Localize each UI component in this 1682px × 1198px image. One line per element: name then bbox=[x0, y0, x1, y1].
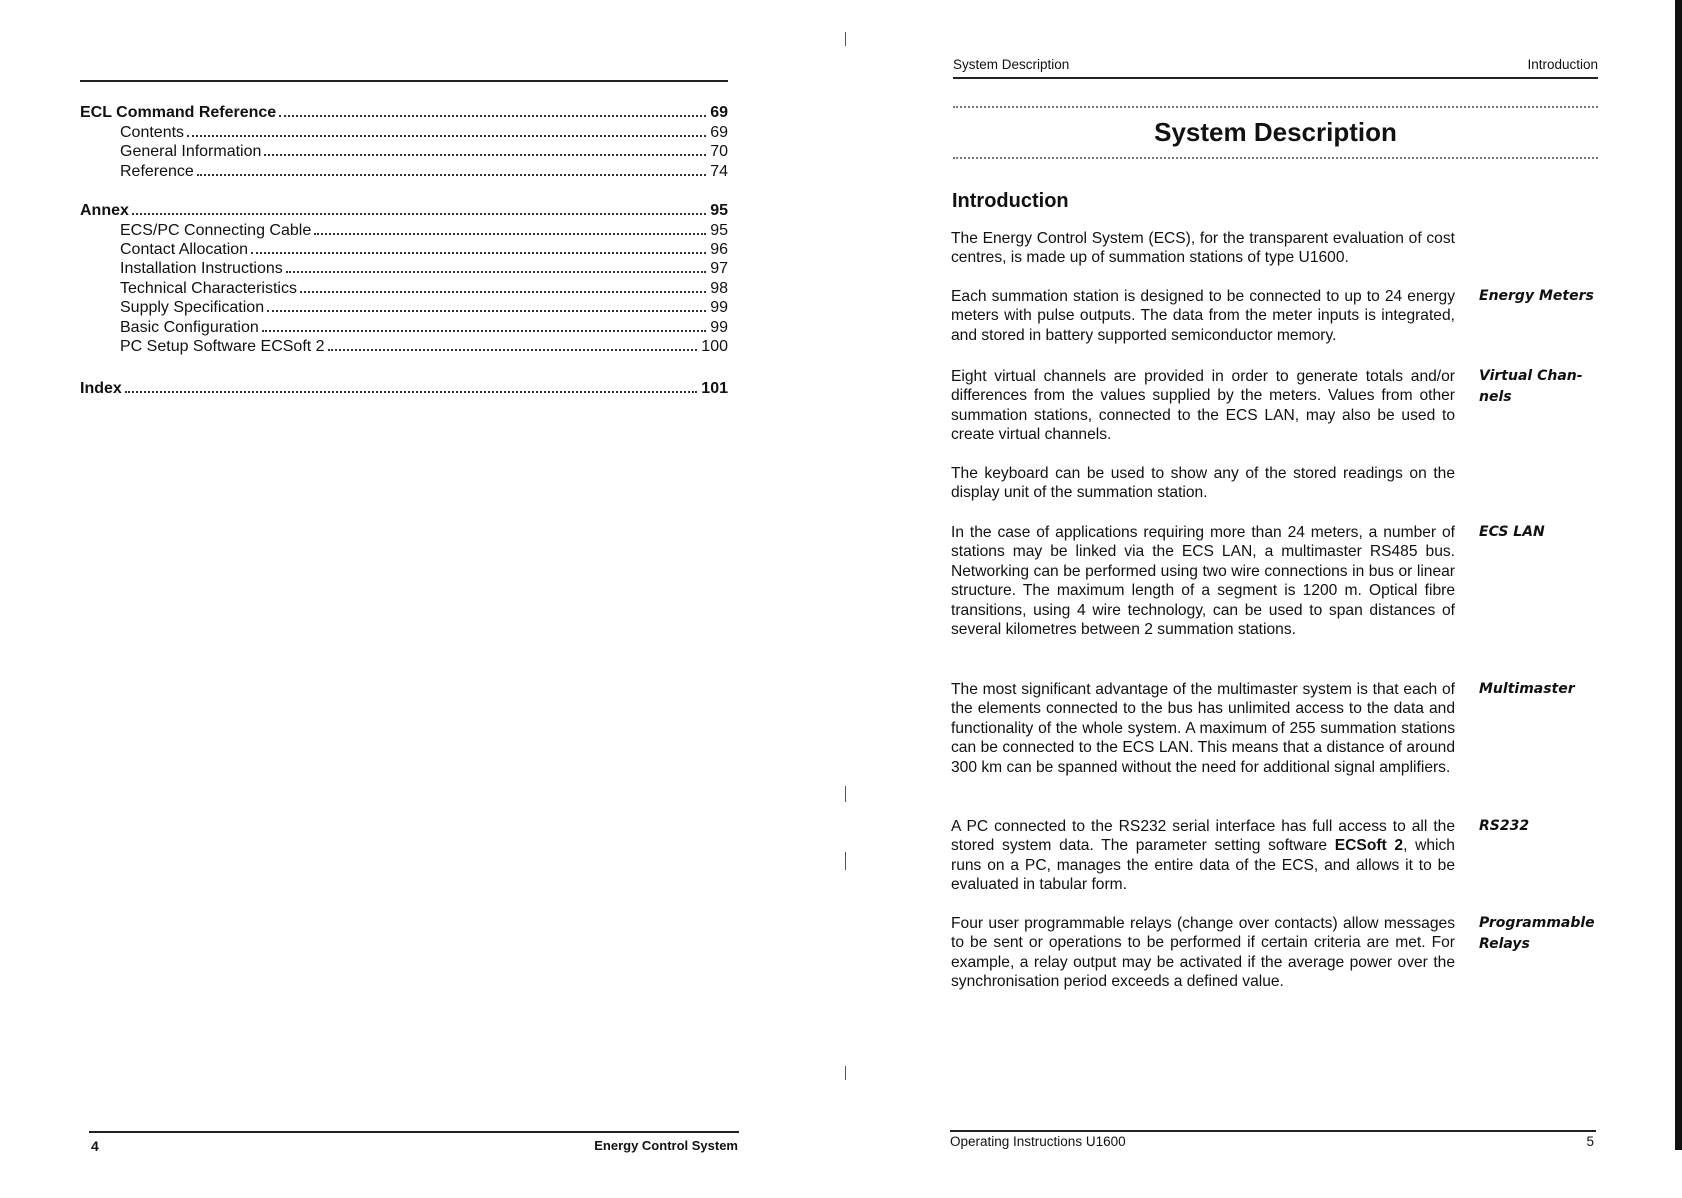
running-header-right: Introduction bbox=[1527, 57, 1598, 72]
title-top-rule bbox=[953, 106, 1598, 108]
right-footer-rule bbox=[950, 1130, 1596, 1132]
toc-leader-dots bbox=[300, 291, 706, 293]
toc-entry-label: General Information bbox=[120, 143, 262, 160]
toc-entry[interactable] bbox=[80, 104, 728, 124]
gutter-mark bbox=[845, 32, 846, 46]
toc-entry-label: Technical Characteristics bbox=[120, 280, 297, 297]
toc-entry-page: 99 bbox=[710, 319, 728, 336]
left-footer-rule bbox=[89, 1131, 739, 1133]
toc-entry[interactable] bbox=[120, 338, 728, 358]
toc-entry-label: Annex bbox=[80, 202, 129, 219]
toc-entry-page: 96 bbox=[710, 241, 728, 258]
toc-entry-label: PC Setup Software ECSoft 2 bbox=[120, 338, 325, 355]
toc-entry-label: Reference bbox=[120, 163, 194, 180]
toc-entry[interactable] bbox=[120, 319, 728, 339]
paragraph bbox=[951, 817, 1455, 895]
margin-keyword: RS232 bbox=[1479, 818, 1530, 834]
paragraph: The most significant advantage of the multimaster system is that each of the elements connected to the bus has unlimited access to the data and functionality of the whole system. A maximum of 255 summation stations can be connected to the ECS LAN. This means that a distance of around 300 km can be spanned without the need for additional signal amplifiers. bbox=[951, 681, 1455, 776]
toc-entry-page: 69 bbox=[710, 104, 728, 121]
toc-leader-dots bbox=[132, 213, 706, 215]
paragraph: The Energy Control System (ECS), for the transparent evaluation of cost centres, is made up of summation stations of type U1600. bbox=[951, 230, 1455, 267]
gutter-mark bbox=[845, 1066, 846, 1080]
paragraph: Four user programmable relays (change over contacts) allow messages to be sent or operations to be performed if certain criteria are met. For example, a relay output may be activated if the average power over the synchronisation period exceeds a defined value. bbox=[951, 915, 1455, 991]
margin-keyword: Energy Meters bbox=[1479, 288, 1594, 304]
toc-entry-label: Index bbox=[80, 380, 122, 397]
toc-leader-dots bbox=[262, 330, 706, 332]
toc-entry[interactable] bbox=[120, 163, 728, 183]
toc-entry-page: 97 bbox=[710, 260, 728, 277]
right-footer-title: Operating Instructions U1600 bbox=[950, 1134, 1126, 1149]
toc-entry-page: 70 bbox=[710, 143, 728, 160]
margin-keyword: Multimaster bbox=[1479, 681, 1575, 697]
title-bottom-rule bbox=[953, 157, 1598, 159]
toc-entry[interactable] bbox=[120, 280, 728, 300]
toc-entry[interactable] bbox=[120, 124, 728, 144]
chapter-title: System Description bbox=[1154, 117, 1397, 147]
scan-edge-bar bbox=[1675, 0, 1682, 1150]
left-page-number: 4 bbox=[91, 1138, 99, 1154]
toc-entry-label: Supply Specification bbox=[120, 299, 265, 316]
toc-leader-dots bbox=[125, 391, 698, 393]
toc-entry-page: 101 bbox=[701, 380, 728, 397]
toc-leader-dots bbox=[267, 310, 706, 312]
toc-entry-label: Installation Instructions bbox=[120, 260, 283, 277]
toc-entry-label: Contents bbox=[120, 124, 185, 141]
toc-entry-page: 74 bbox=[710, 163, 728, 180]
toc-leader-dots bbox=[286, 271, 706, 273]
toc-entry-page: 95 bbox=[710, 222, 728, 239]
toc-entry-label: Contact Allocation bbox=[120, 241, 249, 258]
section-heading: Introduction bbox=[952, 190, 1069, 212]
paragraph: In the case of applications requiring more than 24 meters, a number of stations may be linked via the ECS LAN, a multimaster RS485 bus. Networking can be performed using two wire connections in bus or linear structure. The maximum length of a segment is 1200 m. Optical fibre transitions, using 4 wire technology, can be used to span distances of several kilometres between 2 summation stations. bbox=[951, 524, 1455, 639]
toc-entry[interactable] bbox=[120, 241, 728, 261]
toc-leader-dots bbox=[279, 115, 706, 117]
margin-keyword: ECS LAN bbox=[1479, 524, 1545, 540]
paragraph: The keyboard can be used to show any of the stored readings on the display unit of the summation station. bbox=[951, 465, 1455, 502]
left-footer-title: Energy Control System bbox=[594, 1138, 738, 1153]
toc-entry[interactable] bbox=[120, 143, 728, 163]
toc-entry[interactable] bbox=[120, 222, 728, 242]
toc-entry-page: 69 bbox=[710, 124, 728, 141]
toc-entry[interactable] bbox=[80, 202, 728, 222]
toc-entry-page: 98 bbox=[710, 280, 728, 297]
gutter-mark bbox=[845, 852, 846, 870]
toc-entry-page: 100 bbox=[701, 338, 728, 355]
toc-entry-page: 99 bbox=[710, 299, 728, 316]
toc-entry-label: ECS/PC Connecting Cable bbox=[120, 222, 312, 239]
toc-entry-page: 95 bbox=[710, 202, 728, 219]
paragraph-text: A PC connected to the RS232 serial interface has full access to all the stored system data. The parameter setting software bbox=[951, 818, 1455, 855]
left-header-rule bbox=[80, 80, 728, 82]
right-page-number: 5 bbox=[1586, 1134, 1594, 1149]
margin-keyword: Virtual Chan-nels bbox=[1479, 368, 1583, 405]
toc-leader-dots bbox=[251, 252, 706, 254]
toc-leader-dots bbox=[187, 135, 706, 137]
running-header-left: System Description bbox=[953, 57, 1070, 72]
margin-keyword: Programmable Relays bbox=[1479, 915, 1595, 952]
gutter-mark bbox=[845, 786, 846, 802]
toc-leader-dots bbox=[314, 233, 706, 235]
toc-leader-dots bbox=[197, 174, 706, 176]
right-header-rule bbox=[953, 77, 1598, 79]
toc-entry[interactable] bbox=[120, 299, 728, 319]
toc-entry[interactable] bbox=[80, 380, 728, 400]
toc-leader-dots bbox=[264, 154, 706, 156]
toc-entry-label: Basic Configuration bbox=[120, 319, 259, 336]
toc-entry-label: ECL Command Reference bbox=[80, 104, 277, 121]
paragraph: Each summation station is designed to be connected to up to 24 energy meters with pulse outputs. The data from the meter inputs is integrated, and stored in battery supported semiconductor memory. bbox=[951, 288, 1455, 344]
toc-leader-dots bbox=[328, 349, 698, 351]
toc-entry[interactable] bbox=[120, 260, 728, 280]
paragraph-text: , which runs on a PC, manages the entire data of the ECS, and allows it to be evaluated in tabular form. bbox=[951, 837, 1455, 894]
software-name: ECSoft 2 bbox=[1334, 837, 1404, 855]
paragraph: Eight virtual channels are provided in order to generate totals and/or differences from the values supplied by the meters. Values from other summation stations, connected to the ECS LAN, may also be used to create virtual channels. bbox=[951, 368, 1455, 444]
